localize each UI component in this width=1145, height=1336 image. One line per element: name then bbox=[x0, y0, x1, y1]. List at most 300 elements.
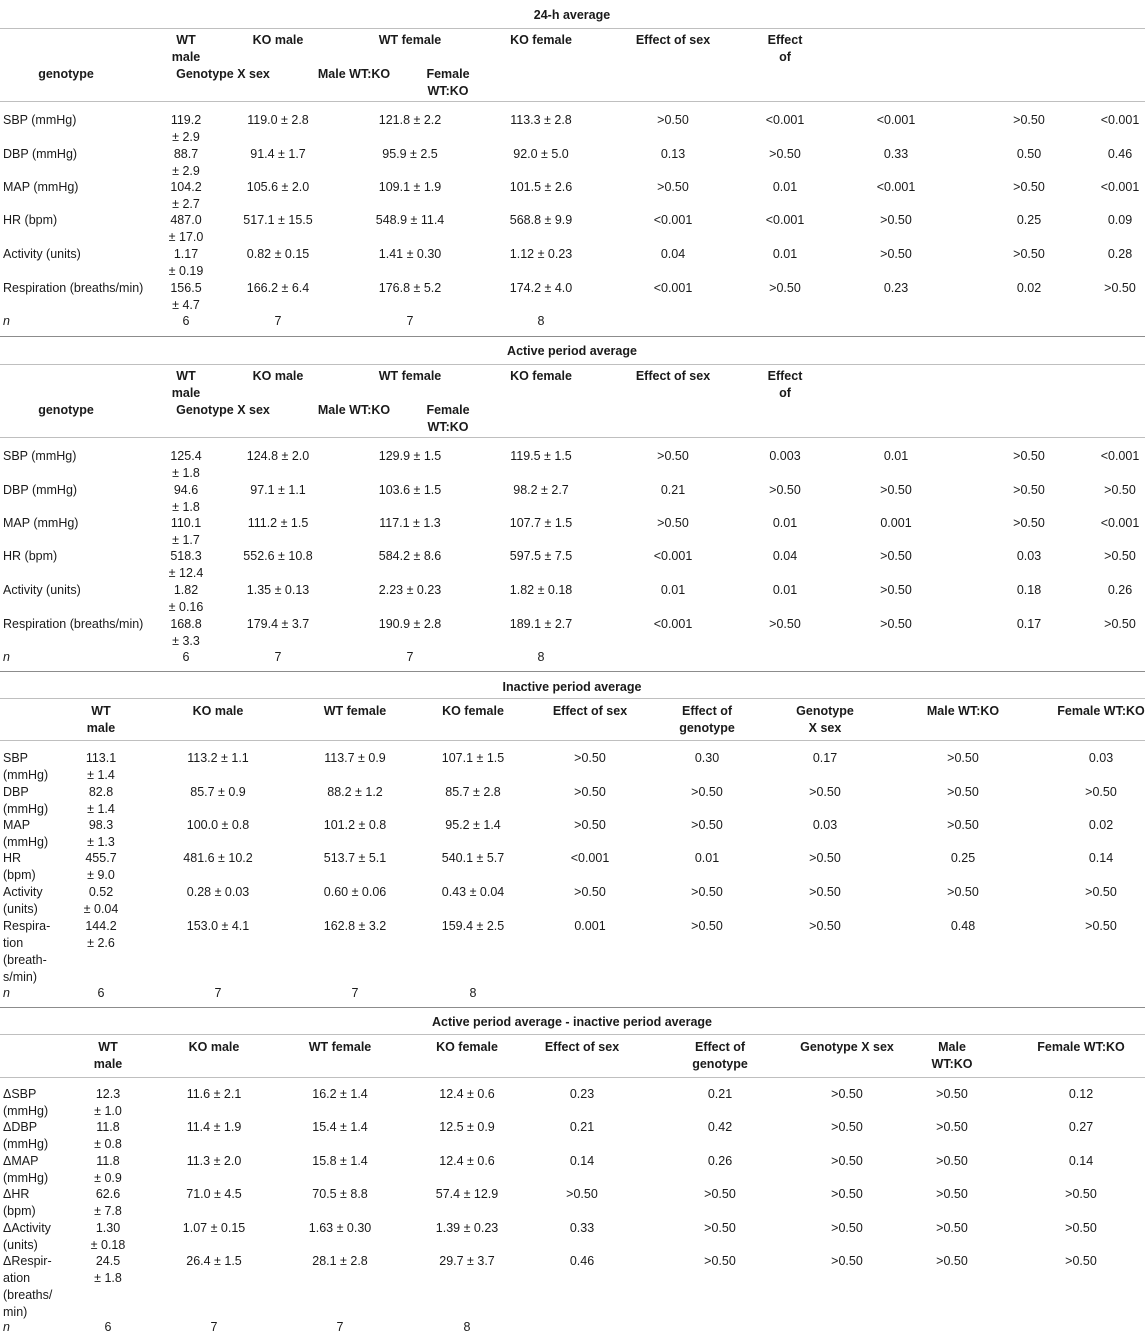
table-cell: >0.50 bbox=[880, 549, 912, 563]
table-cell: 0.03 bbox=[1016, 549, 1042, 563]
col-header-wt-male: male bbox=[171, 50, 201, 64]
table-cell: 0.001 bbox=[574, 919, 606, 933]
table-cell: 11.3 ± 2.0 bbox=[186, 1154, 242, 1168]
table-cell: 85.7 ± 2.8 bbox=[445, 785, 501, 799]
table-cell: >0.50 bbox=[880, 617, 912, 631]
table-cell: 168.8 bbox=[170, 617, 202, 631]
table-cell: 0.25 bbox=[950, 851, 976, 865]
table-cell: 455.7 bbox=[85, 851, 117, 865]
section-divider bbox=[0, 671, 1145, 672]
table-cell: 124.8 ± 2.0 bbox=[246, 449, 310, 463]
table-cell: 100.0 ± 0.8 bbox=[186, 818, 250, 832]
header-rule bbox=[0, 101, 1145, 102]
header-rule bbox=[0, 437, 1145, 438]
row-label: Activity (units) bbox=[3, 583, 81, 597]
table-cell: >0.50 bbox=[831, 1120, 863, 1134]
table-cell: 117.1 ± 1.3 bbox=[379, 516, 441, 530]
table-cell: 6 bbox=[97, 986, 105, 1000]
table-cell: 1.82 bbox=[173, 583, 199, 597]
table-cell: 62.6 bbox=[95, 1187, 121, 1201]
table-cell: 1.07 ± 0.15 bbox=[182, 1221, 246, 1235]
col-header-ko-male: KO male bbox=[252, 33, 304, 47]
row-label: ation bbox=[3, 1271, 31, 1285]
table-cell: >0.50 bbox=[704, 1254, 736, 1268]
table-cell: >0.50 bbox=[831, 1087, 863, 1101]
table-cell: ± 12.4 bbox=[168, 566, 204, 580]
table-cell: 0.14 bbox=[569, 1154, 595, 1168]
table-cell: >0.50 bbox=[831, 1187, 863, 1201]
col-header: Genotype bbox=[796, 704, 854, 718]
table-cell: 568.8 ± 9.9 bbox=[509, 213, 573, 227]
table-cell: 156.5 bbox=[170, 281, 202, 295]
table-cell: 0.12 bbox=[1068, 1087, 1094, 1101]
table-cell: >0.50 bbox=[809, 885, 841, 899]
table-cell: 153.0 ± 4.1 bbox=[186, 919, 250, 933]
table-cell: 7 bbox=[351, 986, 359, 1000]
col-header-female-wtko: Female bbox=[426, 403, 470, 417]
table-cell: ± 1.4 bbox=[87, 768, 115, 782]
table-cell: >0.50 bbox=[809, 919, 841, 933]
table-cell: 0.02 bbox=[1016, 281, 1042, 295]
col-header: WT female bbox=[323, 704, 387, 718]
table-cell: 71.0 ± 4.5 bbox=[186, 1187, 242, 1201]
table-cell: 119.2 bbox=[170, 113, 202, 127]
row-label: (units) bbox=[3, 902, 38, 916]
table-cell: <0.001 bbox=[570, 851, 610, 865]
row-label: (units) bbox=[3, 1238, 38, 1252]
table-cell: 107.7 ± 1.5 bbox=[509, 516, 573, 530]
table-cell: >0.50 bbox=[936, 1221, 968, 1235]
table-cell: >0.50 bbox=[947, 785, 979, 799]
col-header: WT:KO bbox=[931, 1057, 973, 1071]
col-header-male-wtko: Male WT:KO bbox=[317, 403, 391, 417]
section-divider bbox=[0, 1007, 1145, 1008]
table-cell: <0.001 bbox=[1100, 113, 1140, 127]
row-label: (bpm) bbox=[3, 868, 36, 882]
table-cell: 0.14 bbox=[1088, 851, 1114, 865]
row-label: SBP bbox=[3, 751, 29, 765]
title-rule bbox=[0, 28, 1145, 29]
table-cell: 0.46 bbox=[1107, 147, 1133, 161]
table-cell: 1.17 bbox=[173, 247, 199, 261]
table-cell: <0.001 bbox=[653, 213, 693, 227]
table-cell: 12.5 ± 0.9 bbox=[439, 1120, 495, 1134]
table-cell: 548.9 ± 11.4 bbox=[375, 213, 445, 227]
table-cell: 0.33 bbox=[883, 147, 909, 161]
table-cell: 113.2 ± 1.1 bbox=[187, 751, 249, 765]
col-header: Effect of sex bbox=[552, 704, 628, 718]
table-cell: >0.50 bbox=[1085, 919, 1117, 933]
table-cell: 98.3 bbox=[88, 818, 114, 832]
table-cell: 0.18 bbox=[1016, 583, 1042, 597]
col-header-genotype-x-sex: Genotype X sex bbox=[176, 67, 270, 81]
table-cell: >0.50 bbox=[769, 147, 801, 161]
table-cell: 29.7 ± 3.7 bbox=[439, 1254, 495, 1268]
title-rule bbox=[0, 698, 1145, 699]
row-label: n bbox=[3, 314, 10, 328]
table-cell: 540.1 ± 5.7 bbox=[441, 851, 505, 865]
table-cell: 166.2 ± 6.4 bbox=[246, 281, 310, 295]
table-cell: <0.001 bbox=[1100, 516, 1140, 530]
table-cell: 0.26 bbox=[1107, 583, 1133, 597]
table-cell: >0.50 bbox=[947, 751, 979, 765]
table-cell: 95.2 ± 1.4 bbox=[445, 818, 501, 832]
col-header: X sex bbox=[808, 721, 842, 735]
row-label: (mmHg) bbox=[3, 1137, 49, 1151]
table-cell: 552.6 ± 10.8 bbox=[243, 549, 313, 563]
table-cell: 0.23 bbox=[569, 1087, 595, 1101]
row-label: min) bbox=[3, 1305, 28, 1319]
table-cell: 2.23 ± 0.23 bbox=[378, 583, 442, 597]
table-cell: 0.01 bbox=[883, 449, 909, 463]
table-cell: 7 bbox=[406, 650, 414, 664]
table-cell: <0.001 bbox=[653, 549, 693, 563]
col-header-effect-sex: Effect of sex bbox=[635, 369, 711, 383]
col-header: genotype bbox=[679, 721, 735, 735]
table-cell: 144.2 bbox=[85, 919, 117, 933]
row-label: (bpm) bbox=[3, 1204, 36, 1218]
table-cell: >0.50 bbox=[936, 1154, 968, 1168]
table-cell: 0.02 bbox=[1088, 818, 1114, 832]
table-cell: >0.50 bbox=[880, 583, 912, 597]
table-cell: >0.50 bbox=[769, 281, 801, 295]
table-cell: 7 bbox=[210, 1320, 218, 1334]
table-cell: 111.2 ± 1.5 bbox=[247, 516, 309, 530]
table-cell: 7 bbox=[336, 1320, 344, 1334]
table-cell: 8 bbox=[537, 314, 545, 328]
col-header-genotype-x-sex: Genotype X sex bbox=[176, 403, 270, 417]
col-header-effect-of: Effect bbox=[767, 369, 803, 383]
table-cell: ± 2.7 bbox=[172, 197, 200, 211]
row-label: SBP (mmHg) bbox=[3, 449, 77, 463]
col-header: Male WT:KO bbox=[926, 704, 1000, 718]
table-cell: <0.001 bbox=[1100, 449, 1140, 463]
table-cell: 121.8 ± 2.2 bbox=[378, 113, 442, 127]
table-cell: ± 2.9 bbox=[172, 164, 200, 178]
table-cell: ± 1.0 bbox=[94, 1104, 122, 1118]
table-cell: 110.1 bbox=[170, 516, 202, 530]
table-cell: >0.50 bbox=[1065, 1254, 1097, 1268]
table-cell: 0.21 bbox=[707, 1087, 733, 1101]
col-header-effect-of: of bbox=[779, 386, 791, 400]
table-cell: >0.50 bbox=[691, 919, 723, 933]
table-cell: 98.2 ± 2.7 bbox=[513, 483, 569, 497]
row-label: ΔDBP bbox=[3, 1120, 38, 1134]
table-cell: >0.50 bbox=[936, 1187, 968, 1201]
row-label: (breaths/ bbox=[3, 1288, 53, 1302]
col-header: WT female bbox=[308, 1040, 372, 1054]
table-cell: 0.48 bbox=[950, 919, 976, 933]
table-cell: 176.8 ± 5.2 bbox=[378, 281, 442, 295]
table-cell: >0.50 bbox=[831, 1154, 863, 1168]
row-label: s/min) bbox=[3, 970, 38, 984]
table-cell: 91.4 ± 1.7 bbox=[250, 147, 306, 161]
table-cell: 1.82 ± 0.18 bbox=[509, 583, 573, 597]
table-cell: ± 1.7 bbox=[172, 533, 200, 547]
table-cell: 104.2 bbox=[170, 180, 202, 194]
table-cell: 0.23 bbox=[883, 281, 909, 295]
table-cell: 28.1 ± 2.8 bbox=[312, 1254, 368, 1268]
col-header-effect-of: Effect bbox=[767, 33, 803, 47]
row-label: MAP (mmHg) bbox=[3, 180, 79, 194]
table-cell: 57.4 ± 12.9 bbox=[435, 1187, 499, 1201]
col-header-effect-of: of bbox=[779, 50, 791, 64]
col-header: WT bbox=[98, 1040, 118, 1054]
row-label: (mmHg) bbox=[3, 835, 49, 849]
row-label: (breath- bbox=[3, 953, 47, 967]
col-header-genotype: genotype bbox=[38, 67, 94, 81]
table-cell: 584.2 ± 8.6 bbox=[378, 549, 442, 563]
table-cell: >0.50 bbox=[1065, 1187, 1097, 1201]
table-cell: 16.2 ± 1.4 bbox=[312, 1087, 368, 1101]
table-cell: <0.001 bbox=[653, 617, 693, 631]
section-title: Active period average bbox=[507, 344, 637, 358]
table-cell: 101.5 ± 2.6 bbox=[509, 180, 573, 194]
table-cell: 1.35 ± 0.13 bbox=[246, 583, 310, 597]
table-cell: 0.28 bbox=[1107, 247, 1133, 261]
table-cell: 1.30 bbox=[95, 1221, 121, 1235]
table-cell: 179.4 ± 3.7 bbox=[246, 617, 310, 631]
table-cell: 0.03 bbox=[1088, 751, 1114, 765]
table-cell: >0.50 bbox=[769, 483, 801, 497]
table-cell: >0.50 bbox=[574, 818, 606, 832]
table-cell: 8 bbox=[469, 986, 477, 1000]
table-cell: 0.21 bbox=[569, 1120, 595, 1134]
table-cell: 113.3 ± 2.8 bbox=[510, 113, 572, 127]
table-cell: 8 bbox=[537, 650, 545, 664]
col-header: Female WT:KO bbox=[1037, 1040, 1125, 1054]
table-cell: >0.50 bbox=[1013, 247, 1045, 261]
row-label: HR (bpm) bbox=[3, 549, 58, 563]
table-cell: 11.8 bbox=[96, 1120, 120, 1134]
table-cell: ± 1.8 bbox=[172, 466, 200, 480]
row-label: Activity bbox=[3, 885, 43, 899]
table-cell: 174.2 ± 4.0 bbox=[509, 281, 573, 295]
table-cell: 0.42 bbox=[707, 1120, 733, 1134]
table-cell: 88.2 ± 1.2 bbox=[327, 785, 383, 799]
table-cell: >0.50 bbox=[831, 1221, 863, 1235]
table-cell: >0.50 bbox=[704, 1221, 736, 1235]
row-label: n bbox=[3, 1320, 10, 1334]
row-label: ΔHR bbox=[3, 1187, 30, 1201]
row-label: MAP bbox=[3, 818, 31, 832]
table-cell: 11.4 ± 1.9 bbox=[186, 1120, 242, 1134]
table-cell: 0.14 bbox=[1068, 1154, 1094, 1168]
table-cell: ± 9.0 bbox=[87, 868, 115, 882]
table-cell: 105.6 ± 2.0 bbox=[246, 180, 310, 194]
table-cell: <0.001 bbox=[765, 113, 805, 127]
table-cell: 1.63 ± 0.30 bbox=[308, 1221, 372, 1235]
table-cell: ± 17.0 bbox=[168, 230, 204, 244]
table-cell: >0.50 bbox=[1013, 180, 1045, 194]
row-label: ΔActivity bbox=[3, 1221, 51, 1235]
table-cell: >0.50 bbox=[880, 483, 912, 497]
table-cell: 7 bbox=[406, 314, 414, 328]
row-label: DBP (mmHg) bbox=[3, 483, 78, 497]
table-cell: >0.50 bbox=[809, 785, 841, 799]
table-cell: 26.4 ± 1.5 bbox=[186, 1254, 242, 1268]
table-cell: 92.0 ± 5.0 bbox=[513, 147, 569, 161]
col-header-wt-female: WT female bbox=[378, 33, 442, 47]
table-cell: >0.50 bbox=[574, 785, 606, 799]
row-label: HR (bpm) bbox=[3, 213, 58, 227]
col-header-genotype: genotype bbox=[38, 403, 94, 417]
table-cell: 0.21 bbox=[660, 483, 686, 497]
col-header: male bbox=[86, 721, 116, 735]
table-cell: >0.50 bbox=[704, 1187, 736, 1201]
table-cell: 0.01 bbox=[772, 583, 798, 597]
table-cell: 129.9 ± 1.5 bbox=[378, 449, 442, 463]
table-cell: 0.50 bbox=[1016, 147, 1042, 161]
table-cell: 113.7 ± 0.9 bbox=[324, 751, 386, 765]
table-cell: ± 0.04 bbox=[83, 902, 119, 916]
table-cell: 107.1 ± 1.5 bbox=[441, 751, 505, 765]
table-cell: 0.003 bbox=[769, 449, 801, 463]
table-cell: 101.2 ± 0.8 bbox=[323, 818, 387, 832]
table-cell: 95.9 ± 2.5 bbox=[382, 147, 438, 161]
table-cell: ± 0.9 bbox=[94, 1171, 122, 1185]
table-cell: 0.17 bbox=[1016, 617, 1042, 631]
row-label: HR bbox=[3, 851, 22, 865]
table-cell: >0.50 bbox=[1085, 885, 1117, 899]
table-cell: 0.01 bbox=[772, 180, 798, 194]
table-cell: 487.0 bbox=[170, 213, 202, 227]
col-header-female-wtko: Female bbox=[426, 67, 470, 81]
table-cell: >0.50 bbox=[947, 818, 979, 832]
table-cell: <0.001 bbox=[765, 213, 805, 227]
table-cell: 481.6 ± 10.2 bbox=[183, 851, 253, 865]
table-cell: >0.50 bbox=[657, 180, 689, 194]
table-cell: >0.50 bbox=[657, 449, 689, 463]
row-label: Activity (units) bbox=[3, 247, 81, 261]
table-cell: >0.50 bbox=[831, 1254, 863, 1268]
row-label: Respiration (breaths/min) bbox=[3, 617, 144, 631]
col-header: KO male bbox=[188, 1040, 240, 1054]
table-cell: 85.7 ± 0.9 bbox=[190, 785, 246, 799]
col-header: Male bbox=[938, 1040, 966, 1054]
row-label: DBP bbox=[3, 785, 29, 799]
table-cell: 1.41 ± 0.30 bbox=[378, 247, 442, 261]
table-cell: >0.50 bbox=[1104, 549, 1136, 563]
table-cell: >0.50 bbox=[691, 885, 723, 899]
table-cell: 0.26 bbox=[707, 1154, 733, 1168]
table-cell: >0.50 bbox=[657, 516, 689, 530]
table-cell: 0.28 ± 0.03 bbox=[186, 885, 250, 899]
col-header: Effect of sex bbox=[544, 1040, 620, 1054]
table-cell: >0.50 bbox=[769, 617, 801, 631]
table-cell: 6 bbox=[182, 650, 190, 664]
col-header-ko-female: KO female bbox=[510, 33, 572, 47]
table-cell: 0.30 bbox=[694, 751, 720, 765]
table-cell: 6 bbox=[104, 1320, 112, 1334]
row-label: (mmHg) bbox=[3, 802, 49, 816]
col-header-wt-male: WT bbox=[176, 369, 196, 383]
table-cell: ± 0.18 bbox=[90, 1238, 126, 1252]
table-cell: 0.01 bbox=[772, 516, 798, 530]
table-cell: 6 bbox=[182, 314, 190, 328]
table-cell: 7 bbox=[274, 650, 282, 664]
table-cell: ± 3.3 bbox=[172, 634, 200, 648]
col-header: Effect of bbox=[682, 704, 732, 718]
table-cell: <0.001 bbox=[1100, 180, 1140, 194]
row-label: (mmHg) bbox=[3, 1171, 49, 1185]
col-header-wt-male: WT bbox=[176, 33, 196, 47]
col-header-female-wtko: WT:KO bbox=[427, 420, 469, 434]
table-cell: 0.82 ± 0.15 bbox=[246, 247, 310, 261]
table-cell: >0.50 bbox=[1013, 483, 1045, 497]
table-cell: >0.50 bbox=[1104, 617, 1136, 631]
table-cell: 70.5 ± 8.8 bbox=[312, 1187, 368, 1201]
table-cell: ± 2.6 bbox=[87, 936, 115, 950]
table-cell: 0.52 bbox=[88, 885, 114, 899]
col-header-ko-male: KO male bbox=[252, 369, 304, 383]
table-cell: ± 0.8 bbox=[94, 1137, 122, 1151]
table-cell: 0.001 bbox=[880, 516, 912, 530]
table-cell: ± 1.8 bbox=[172, 500, 200, 514]
col-header: KO female bbox=[442, 704, 504, 718]
table-cell: >0.50 bbox=[691, 818, 723, 832]
table-cell: >0.50 bbox=[566, 1187, 598, 1201]
table-cell: >0.50 bbox=[880, 213, 912, 227]
table-cell: >0.50 bbox=[1013, 516, 1045, 530]
table-cell: 0.17 bbox=[812, 751, 838, 765]
table-cell: >0.50 bbox=[1104, 281, 1136, 295]
table-cell: 0.27 bbox=[1068, 1120, 1094, 1134]
table-cell: <0.001 bbox=[876, 180, 916, 194]
row-label: Respiration (breaths/min) bbox=[3, 281, 144, 295]
table-cell: 119.5 ± 1.5 bbox=[510, 449, 572, 463]
col-header: KO female bbox=[436, 1040, 498, 1054]
table-cell: >0.50 bbox=[936, 1087, 968, 1101]
table-cell: 0.43 ± 0.04 bbox=[441, 885, 505, 899]
col-header: Female WT:KO bbox=[1057, 704, 1145, 718]
table-cell: <0.001 bbox=[876, 113, 916, 127]
section-title: Active period average - inactive period average bbox=[432, 1015, 712, 1029]
row-label: (mmHg) bbox=[3, 1104, 49, 1118]
table-cell: 7 bbox=[214, 986, 222, 1000]
table-cell: 24.5 bbox=[95, 1254, 121, 1268]
table-cell: 109.1 ± 1.9 bbox=[378, 180, 442, 194]
table-cell: ± 1.8 bbox=[94, 1271, 122, 1285]
table-cell: 0.01 bbox=[694, 851, 720, 865]
col-header-wt-female: WT female bbox=[378, 369, 442, 383]
table-cell: >0.50 bbox=[1013, 113, 1045, 127]
table-cell: 103.6 ± 1.5 bbox=[378, 483, 442, 497]
table-cell: 189.1 ± 2.7 bbox=[509, 617, 573, 631]
table-cell: 0.25 bbox=[1016, 213, 1042, 227]
col-header-effect-sex: Effect of sex bbox=[635, 33, 711, 47]
table-cell: >0.50 bbox=[691, 785, 723, 799]
table-cell: 7 bbox=[274, 314, 282, 328]
row-label: ΔMAP bbox=[3, 1154, 39, 1168]
table-cell: ± 2.9 bbox=[172, 130, 200, 144]
table-cell: 12.4 ± 0.6 bbox=[439, 1087, 495, 1101]
col-header: Effect of bbox=[695, 1040, 745, 1054]
table-cell: >0.50 bbox=[1104, 483, 1136, 497]
table-cell: >0.50 bbox=[574, 885, 606, 899]
row-label: SBP (mmHg) bbox=[3, 113, 77, 127]
row-label: MAP (mmHg) bbox=[3, 516, 79, 530]
table-cell: 0.01 bbox=[660, 583, 686, 597]
table-cell: 0.33 bbox=[569, 1221, 595, 1235]
table-cell: ± 0.19 bbox=[168, 264, 204, 278]
col-header-male-wtko: Male WT:KO bbox=[317, 67, 391, 81]
col-header: Genotype X sex bbox=[800, 1040, 894, 1054]
table-cell: ± 7.8 bbox=[94, 1204, 122, 1218]
table-cell: >0.50 bbox=[936, 1254, 968, 1268]
section-divider bbox=[0, 336, 1145, 337]
table-cell: 1.39 ± 0.23 bbox=[435, 1221, 499, 1235]
